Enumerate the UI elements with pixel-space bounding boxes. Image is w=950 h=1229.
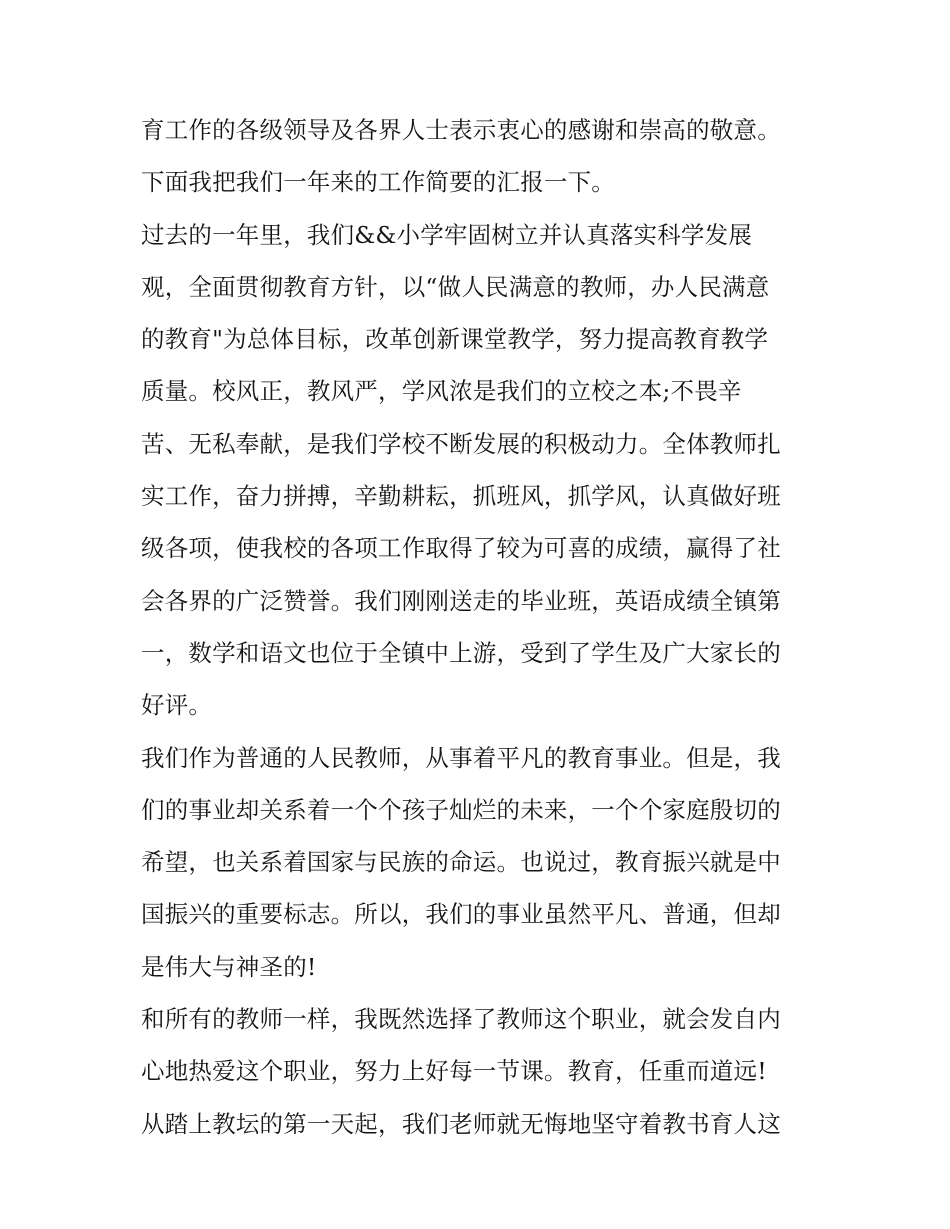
text-line: 实工作，奋力拼搏，辛勤耕耘，抓班风，抓学风，认真做好班 <box>141 482 781 511</box>
text-line: 一，数学和语文也位于全镇中上游，受到了学生及广大家长的 <box>141 638 781 667</box>
text-line: 从踏上教坛的第一天起，我们老师就无悔地坚守着教书育人这 <box>141 1109 781 1138</box>
text-line: 育工作的各级领导及各界人士表示衷心的感谢和崇高的敬意。 <box>141 116 781 144</box>
text-line: 会各界的广泛赞誉。我们刚刚送走的毕业班，英语成绩全镇第 <box>141 586 781 615</box>
text-line: 是伟大与神圣的! <box>141 952 317 981</box>
document-body <box>141 104 821 1150</box>
text-line: 过去的一年里，我们&&小学牢固树立并认真落实科学发展 <box>141 220 753 249</box>
text-line: 观，全面贯彻教育方针，以“做人民满意的教师，办人民满意 <box>141 272 770 301</box>
text-line: 好评。 <box>141 691 213 720</box>
text-line: 国振兴的重要标志。所以，我们的事业虽然平凡、普通，但却 <box>141 900 781 929</box>
text-line: 我们作为普通的人民教师，从事着平凡的教育事业。但是，我 <box>141 743 781 772</box>
text-line: 苦、无私奉献，是我们学校不断发展的积极动力。全体教师扎 <box>141 429 781 458</box>
text-line: 希望，也关系着国家与民族的命运。也说过，教育振兴就是中 <box>141 848 781 877</box>
text-line: 的教育"为总体目标，改革创新课堂教学，努力提高教育教学 <box>141 325 769 354</box>
text-line: 级各项，使我校的各项工作取得了较为可喜的成绩，赢得了社 <box>141 534 781 563</box>
text-line: 下面我把我们一年来的工作简要的汇报一下。 <box>141 168 615 197</box>
text-line: 们的事业却关系着一个个孩子灿烂的未来，一个个家庭殷切的 <box>141 795 781 824</box>
text-line: 和所有的教师一样，我既然选择了教师这个职业，就会发自内 <box>141 1005 781 1034</box>
text-line: 心地热爱这个职业，努力上好每一节课。教育，任重而道远! <box>141 1057 767 1086</box>
text-line: 质量。校风正，教风严，学风浓是我们的立校之本;不畏辛 <box>141 377 742 406</box>
